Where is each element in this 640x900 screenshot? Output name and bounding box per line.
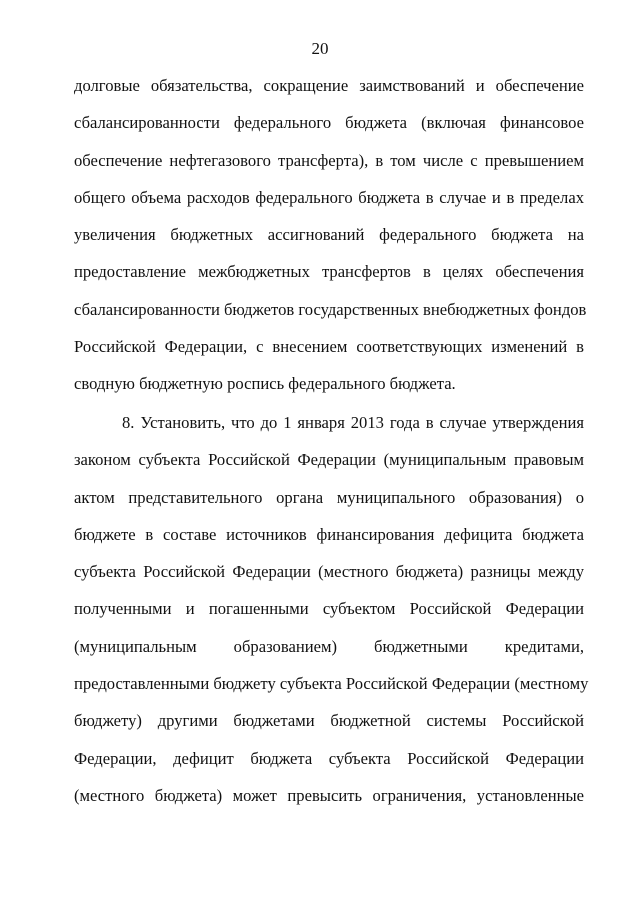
paragraph-line: увеличения бюджетных ассигнований федерального бюджета на: [74, 225, 584, 245]
paragraph-line: обеспечение нефтегазового трансферта), в том числе с превышением: [74, 150, 584, 170]
paragraph-line: бюджете в составе источников финансирования дефицита бюджета: [74, 524, 584, 544]
paragraph-1: [74, 73, 587, 409]
paragraph-line: долговые обязательства, сокращение заимствований и обеспечение: [74, 76, 584, 95]
paragraph-line: Федерации, дефицит бюджета субъекта Российской Федерации: [74, 748, 584, 768]
paragraph-line: предоставление межбюджетных трансфертов в целях обеспечения: [74, 262, 584, 282]
paragraph-line: сбалансированности федерального бюджета (включая финансовое: [74, 113, 584, 133]
paragraph-line: бюджету) другими бюджетами бюджетной системы Российской: [74, 711, 584, 731]
paragraph-line: субъекта Российской Федерации (местного бюджета) разницы между: [74, 562, 584, 582]
page-number: 20: [311, 39, 329, 58]
paragraph-line: (местного бюджета) может превысить ограничения, установленные: [74, 785, 584, 805]
paragraph-line: законом субъекта Российской Федерации (муниципальным правовым: [74, 450, 584, 470]
paragraph-line: полученными и погашенными субъектом Российской Федерации: [74, 599, 584, 619]
paragraph-line: Российской Федерации, с внесением соответствующих изменений в: [74, 337, 584, 357]
paragraph-line: 8. Установить, что до 1 января 2013 года в случае утверждения: [122, 413, 584, 432]
paragraph-2: [74, 410, 589, 820]
paragraph-line: предоставленными бюджету субъекта Российской Федерации (местному: [74, 674, 589, 694]
paragraph-line: актом представительного органа муниципального образования) о: [74, 487, 584, 507]
paragraph-line: сводную бюджетную роспись федерального бюджета.: [74, 374, 456, 394]
paragraph-line: сбалансированности бюджетов государственных внебюджетных фондов: [74, 299, 587, 319]
paragraph-line: (муниципальным образованием) бюджетными кредитами,: [74, 636, 584, 656]
paragraph-line: общего объема расходов федерального бюджета в случае и в пределах: [74, 187, 584, 207]
